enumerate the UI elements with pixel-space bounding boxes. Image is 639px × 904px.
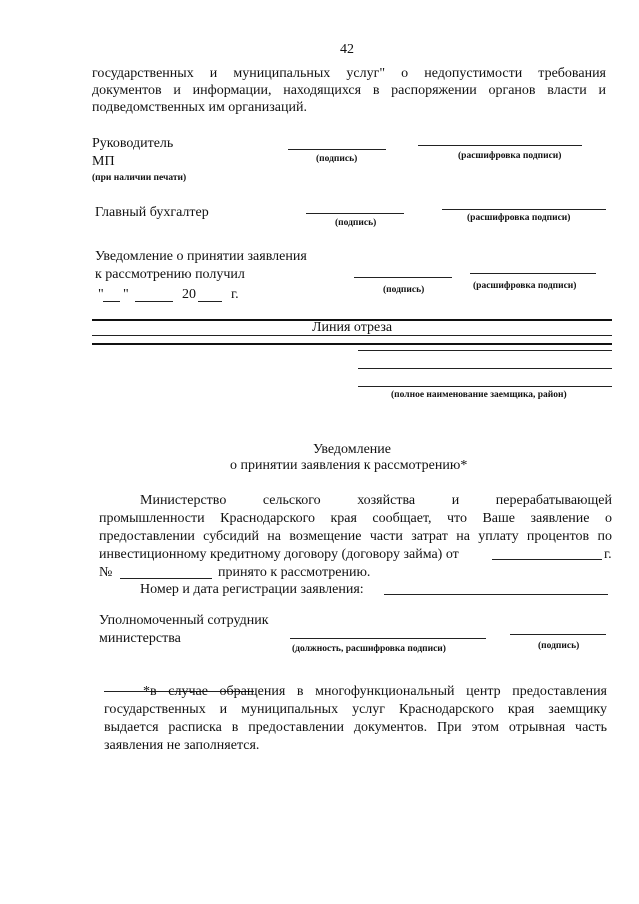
seal-note: (при наличии печати) — [92, 173, 187, 183]
intro-line-1: государственных и муниципальных услуг" о недопустимости требования — [92, 66, 606, 81]
footnote-line-3: выдается расписка в предоставлении документов. При этом отрывная часть — [104, 720, 607, 735]
accountant-label: Главный бухгалтер — [95, 205, 209, 220]
para-word: Министерство — [140, 493, 227, 508]
registration-blank — [384, 594, 608, 595]
para-word: сельского — [262, 493, 321, 508]
para-word: хозяйства — [357, 493, 416, 508]
receipt-day-blank — [103, 301, 120, 302]
contract-date-blank — [492, 559, 602, 560]
intro-line-3: подведомственных им организаций. — [92, 100, 307, 115]
receipt-year-blank — [198, 301, 222, 302]
para-word: и — [451, 493, 460, 508]
notice-para-line-4: инвестиционному кредитному договору (договору займа) от — [99, 547, 459, 562]
accountant-sign-caption: (подпись) — [335, 218, 377, 228]
notice-para-line-2: промышленности Краснодарского края сообщает, что Ваше заявление о — [99, 511, 612, 526]
officer-position-caption: (должность, расшифровка подписи) — [292, 644, 446, 654]
cut-line-bottom — [92, 343, 612, 345]
head-sign-line — [288, 149, 386, 150]
footnote-line-2: государственных и муниципальных услуг Краснодарского края заемщику — [104, 702, 607, 717]
accountant-decode-line — [442, 209, 606, 210]
registration-label: Номер и дата регистрации заявления: — [140, 582, 364, 597]
receipt-line-1: Уведомление о принятии заявления — [95, 249, 307, 264]
officer-sign-line — [510, 634, 606, 635]
receipt-date-close-quote: " — [123, 287, 129, 302]
para-word: перерабатывающей — [495, 493, 612, 508]
head-decode-caption: (расшифровка подписи) — [458, 151, 562, 161]
receipt-year-suffix: г. — [231, 287, 239, 302]
notice-para-line-1 — [140, 493, 612, 509]
notice-para-line-4-end: г. — [604, 547, 612, 562]
receipt-date-open-quote: " — [98, 287, 104, 302]
footnote-line-1: *в случае обращения в многофункциональный центр предоставления — [143, 684, 607, 699]
receipt-year-prefix: 20 — [182, 287, 196, 302]
head-sign-caption: (подпись) — [316, 154, 358, 164]
borrower-line-2 — [358, 368, 612, 369]
notice-number-blank — [120, 578, 212, 579]
notice-para-line-5: принято к рассмотрению. — [218, 565, 371, 580]
notice-subtitle: о принятии заявления к рассмотрению* — [230, 458, 468, 473]
footnote-line-4: заявления не заполняется. — [104, 738, 260, 753]
receipt-sign-line — [354, 277, 452, 278]
receipt-decode-line — [470, 273, 596, 274]
cut-line-label: Линия отреза — [312, 320, 393, 335]
head-decode-line — [418, 145, 582, 146]
receipt-decode-caption: (расшифровка подписи) — [473, 281, 577, 291]
receipt-sign-caption: (подпись) — [383, 285, 425, 295]
officer-line-2: министерства — [99, 631, 181, 646]
notice-number-sign: № — [99, 565, 113, 580]
officer-position-line — [290, 638, 486, 639]
receipt-line-2: к рассмотрению получил — [95, 267, 245, 282]
borrower-caption: (полное наименование заемщика, район) — [391, 390, 567, 400]
borrower-line-1 — [358, 350, 612, 351]
officer-sign-caption: (подпись) — [538, 641, 580, 651]
accountant-sign-line — [306, 213, 404, 214]
cut-line-middle — [92, 335, 612, 336]
intro-line-2: документов и информации, находящихся в распоряжении органов власти и — [92, 83, 606, 98]
notice-title: Уведомление — [313, 442, 392, 457]
accountant-decode-caption: (расшифровка подписи) — [467, 213, 571, 223]
head-label: Руководитель — [92, 136, 174, 151]
receipt-month-blank — [135, 301, 173, 302]
notice-para-line-3: предоставлении субсидий на возмещение части затрат на уплату процентов по — [99, 529, 612, 544]
officer-line-1: Уполномоченный сотрудник — [99, 613, 269, 628]
mp-label: МП — [92, 154, 115, 169]
borrower-line-3 — [358, 386, 612, 387]
page-number: 42 — [340, 42, 354, 57]
